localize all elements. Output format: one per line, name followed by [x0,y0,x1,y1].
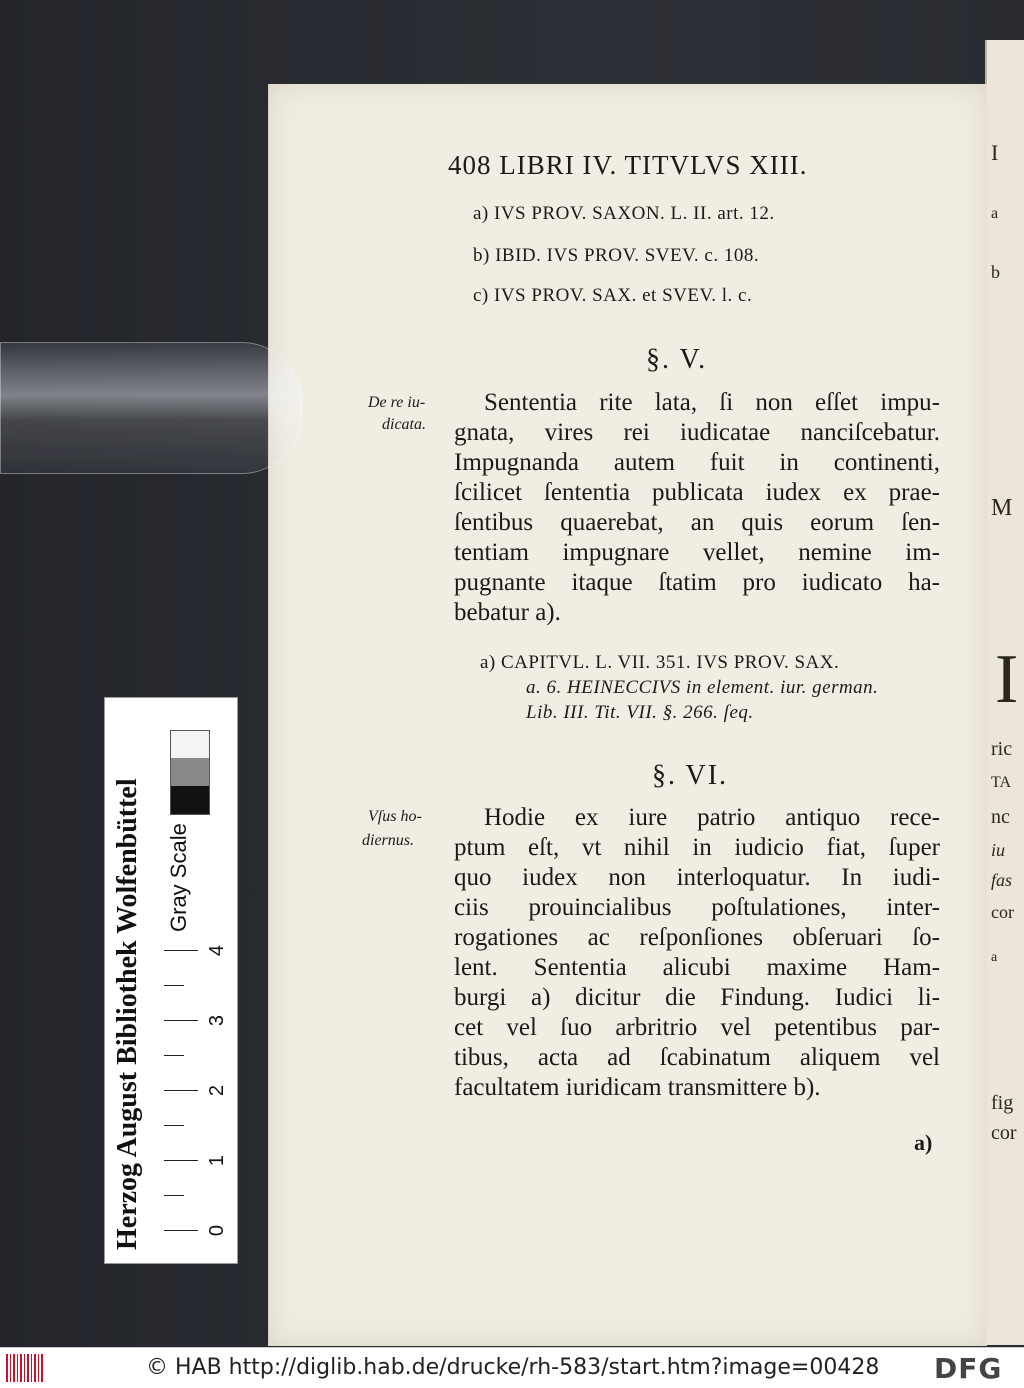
ruler-tick [164,985,184,986]
right-fragment: nc [991,806,1010,828]
body-line: quo iudex non interloquatur. In iudi- [454,864,940,891]
body-line: Hodie ex iure patrio antiquo rece- [484,804,940,831]
institution-label: Herzog August Bibliothek Wolfenbüttel [112,778,143,1250]
marginal-note: diernus. [362,832,414,849]
body-line: ptum eſt, vt nihil in iudicio fiat, ſuper [454,834,940,861]
body-line: pugnante itaque ſtatim pro iudicato ha- [454,569,940,596]
body-line: Impugnanda autem fuit in continenti, [454,449,940,476]
right-fragment: I [991,140,999,165]
gray-scale-label: Gray Scale [166,823,191,932]
body-line: lent. Sententia alicubi maxime Ham- [454,954,940,981]
body-line: ſentibus quaerebat, an quis eorum ſen- [454,509,940,536]
body-line: facultatem iuridicam transmittere b). [454,1074,821,1101]
footnote-line: a) CAPITVL. L. VII. 351. IVS PROV. SAX. [480,652,840,673]
right-fragment: I [995,641,1019,718]
right-fragment: cor [991,902,1014,922]
running-header: 408 LIBRI IV. TITVLVS XIII. [448,150,808,180]
body-line: cet vel ſuo arbritrio vel petentibus par- [454,1014,940,1041]
gray-patch-white [170,730,210,760]
right-fragment: cor [991,1122,1017,1144]
body-line: tentiam impugnare vellet, nemine im- [454,539,940,566]
right-fragment: iu [991,840,1006,860]
body-line: ciis prouincialibus poſtulationes, inter- [454,894,940,921]
footnote-line: a. 6. HEINECCIVS in element. iur. german. [526,677,879,698]
body-line: burgi a) dicitur die Findung. Iudici li- [454,984,940,1011]
ruler-tick [164,1090,198,1091]
adjacent-page-edge [985,40,1024,1345]
hab-logo-icon [6,1354,44,1382]
body-line: gnata, vires rei iudicatae nanciſcebatur. [454,419,940,446]
body-line: rogationes ac reſponſiones obſeruari ſo- [454,924,940,951]
body-line: tibus, acta ad ſcabinatum aliquem vel [454,1044,940,1071]
glass-page-weight [0,342,302,474]
section-heading-vi: §. VI. [652,760,729,791]
ruler-number: 1 [206,1154,229,1167]
right-fragment: b [991,262,1000,282]
right-fragment: a [991,950,998,965]
right-fragment: ric [991,738,1013,760]
gray-patch-mid [170,758,210,787]
ruler-number: 2 [206,1084,229,1097]
ruler-tick [164,1020,198,1021]
footnote-line: b) IBID. IVS PROV. SVEV. c. 108. [473,245,760,266]
body-line: bebatur a). [454,599,561,626]
ruler-tick [164,1055,184,1056]
ruler-number: 3 [206,1014,229,1027]
footnote-line: c) IVS PROV. SAX. et SVEV. l. c. [473,285,753,306]
footer-bar [0,1347,1024,1388]
footnote-line: Lib. III. Tit. VII. §. 266. ſeq. [526,702,754,723]
gray-patch-black [170,786,210,815]
ruler-tick [164,950,198,951]
dfg-logo: DFG [934,1352,1003,1385]
right-fragment: M [991,495,1013,521]
ruler-number: 0 [206,1224,229,1237]
right-fragment: a [991,205,999,222]
ruler-tick [164,1195,184,1196]
copyright-url[interactable]: © HAB http://diglib.hab.de/drucke/rh-583/start.htm?image=00428 [146,1355,880,1380]
right-fragment: TA [991,774,1012,791]
body-line: Sententia rite lata, ſi non eſſet impu- [484,389,940,416]
right-fragment: fig [991,1092,1014,1114]
body-line: ſcilicet ſententia publicata iudex ex prae- [454,479,940,506]
footnote-line: a) IVS PROV. SAXON. L. II. art. 12. [473,203,775,224]
catchword: a) [914,1130,933,1155]
ruler-number: 4 [206,944,229,957]
marginal-note: dicata. [382,416,426,433]
right-fragment: fas [991,870,1013,890]
marginal-note: Vſus ho- [368,808,422,825]
ruler-tick [164,1230,198,1231]
ruler-tick [164,1125,184,1126]
section-heading-v: §. V. [646,344,708,375]
marginal-note: De re iu- [368,394,426,411]
ruler-tick [164,1160,198,1161]
